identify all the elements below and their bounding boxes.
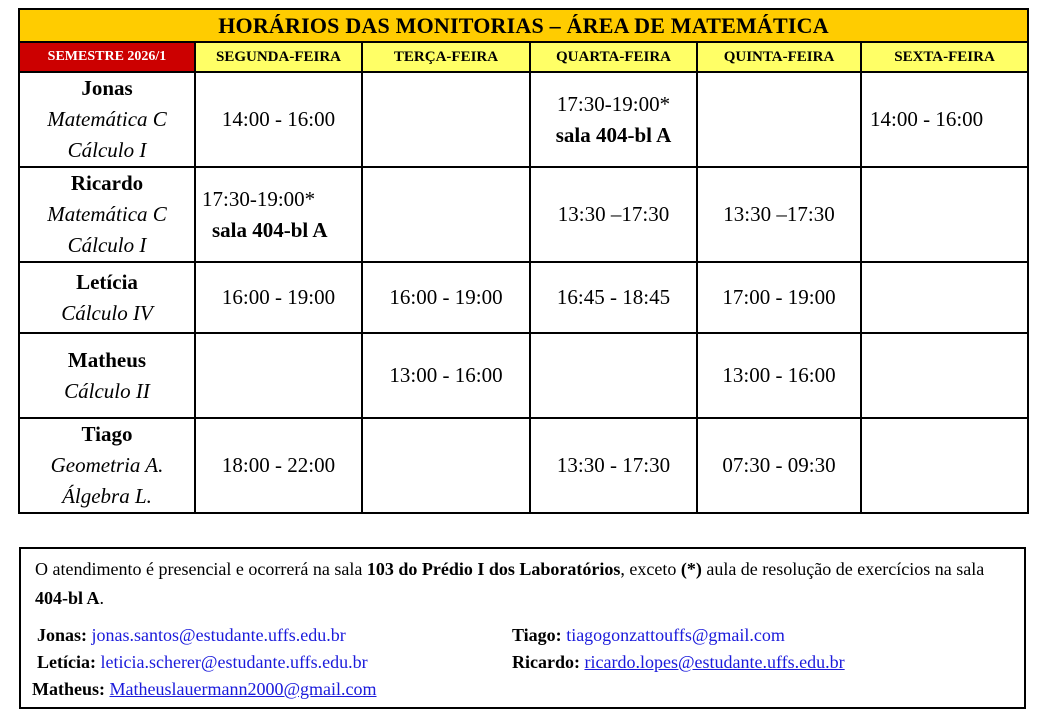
schedule-rows: [19, 72, 1028, 513]
info-text: aula de resolução de exercícios na sala: [701, 559, 985, 579]
schedule-cell: [861, 418, 1028, 513]
table-title: HORÁRIOS DAS MONITORIAS – ÁREA DE MATEMÁTICA: [19, 9, 1028, 42]
contact-label: Jonas:: [37, 625, 88, 645]
info-room-alt: 404-bl A: [35, 588, 100, 608]
monitor-subject: Cálculo II: [64, 378, 150, 403]
info-text: O atendimento é presencial e ocorrerá na sala: [35, 559, 367, 579]
monitor-cell: [19, 262, 195, 333]
contact-label: Letícia:: [37, 652, 96, 672]
slot-time: 13:00 - 16:00: [389, 363, 503, 387]
monitor-name: Matheus: [67, 347, 147, 372]
slot-time: 13:00 - 16:00: [722, 363, 836, 387]
schedule-cell: [362, 333, 530, 418]
slot-time: 17:00 - 19:00: [722, 285, 836, 309]
contact-label: Ricardo:: [512, 652, 580, 672]
day-header: QUINTA-FEIRA: [697, 42, 861, 72]
table-title-row: [19, 9, 1028, 42]
table-row: [19, 167, 1028, 262]
monitor-subject: Geometria A.: [50, 453, 164, 477]
contact-matheus: [32, 676, 377, 703]
slot-time: 14:00 - 16:00: [221, 107, 336, 131]
monitor-subject: Cálculo I: [67, 233, 147, 257]
schedule-cell: [861, 167, 1028, 262]
slot-time: 16:00 - 19:00: [221, 285, 336, 309]
schedule-cell: [530, 167, 697, 262]
slot-time: 13:30 –17:30: [723, 202, 835, 226]
table-row: [19, 72, 1028, 167]
schedule-cell: [195, 167, 362, 262]
slot-time: 13:30 - 17:30: [556, 453, 671, 477]
schedule-cell: [861, 262, 1028, 333]
schedule-cell: [195, 262, 362, 333]
schedule-cell: [195, 333, 362, 418]
contact-ricardo: [512, 649, 845, 676]
monitor-subject: Cálculo IV: [61, 300, 153, 325]
slot-time: 17:30-19:00*: [202, 186, 316, 211]
info-room-main: 103 do Prédio I dos Laboratórios: [366, 559, 621, 579]
slot-time: 16:00 - 19:00: [389, 285, 503, 309]
semester-label: SEMESTRE 2026/1: [19, 42, 195, 72]
slot-time: 14:00 - 16:00: [870, 107, 984, 131]
schedule-cell: [697, 333, 861, 418]
slot-room: sala 404-bl A: [212, 217, 328, 242]
info-text: , exceto: [620, 559, 681, 579]
slot-room: sala 404-bl A: [555, 122, 672, 147]
contact-label: Tiago:: [512, 625, 562, 645]
schedule-cell: [362, 167, 530, 262]
day-header: QUARTA-FEIRA: [530, 42, 697, 72]
contact-jonas: [37, 622, 346, 649]
slot-time: 13:30 –17:30: [557, 202, 670, 226]
contact-email-link[interactable]: Matheuslauermann2000@gmail.com: [109, 679, 377, 699]
schedule-cell: [530, 262, 697, 333]
schedule-table: [18, 8, 1029, 514]
monitor-cell: [19, 167, 195, 262]
table-row: [19, 262, 1028, 333]
info-text: .: [99, 588, 105, 608]
info-paragraph: [35, 555, 1005, 613]
schedule-cell: [530, 72, 697, 167]
day-header-row: [19, 42, 1028, 72]
contact-tiago: [512, 622, 785, 649]
schedule-cell: [697, 167, 861, 262]
schedule-cell: [697, 418, 861, 513]
slot-time: 18:00 - 22:00: [221, 453, 336, 477]
contact-label: Matheus:: [32, 679, 105, 699]
table-row: [19, 418, 1028, 513]
day-header: SEGUNDA-FEIRA: [195, 42, 362, 72]
monitor-cell: [19, 418, 195, 513]
schedule-cell: [861, 72, 1028, 167]
slot-time: 07:30 - 09:30: [722, 453, 836, 477]
schedule-cell: [697, 262, 861, 333]
contact-leticia: [37, 649, 368, 676]
schedule-cell: [530, 418, 697, 513]
day-header: SEXTA-FEIRA: [861, 42, 1028, 72]
info-asterisk: (*): [680, 559, 702, 579]
monitor-cell: [19, 72, 195, 167]
schedule-cell: [195, 72, 362, 167]
schedule-cell: [195, 418, 362, 513]
monitor-subject: Cálculo I: [67, 138, 147, 162]
slot-time: 16:45 - 18:45: [556, 285, 671, 309]
monitor-name: Letícia: [76, 269, 138, 294]
schedule-cell: [362, 262, 530, 333]
monitor-subject: Matemática C: [47, 107, 167, 131]
monitor-subject: Matemática C: [47, 202, 167, 226]
monitor-name: Jonas: [81, 76, 133, 100]
monitor-subject: Álgebra L.: [62, 484, 152, 508]
contact-email-link[interactable]: tiagogonzattouffs@gmail.com: [566, 625, 785, 645]
table-row: [19, 333, 1028, 418]
contact-email-link[interactable]: ricardo.lopes@estudante.uffs.edu.br: [584, 652, 845, 672]
schedule-cell: [530, 333, 697, 418]
schedule-cell: [861, 333, 1028, 418]
contact-email-link[interactable]: jonas.santos@estudante.uffs.edu.br: [91, 625, 346, 645]
slot-time: 17:30-19:00*: [556, 91, 671, 116]
monitor-name: Tiago: [81, 422, 133, 446]
schedule-cell: [362, 72, 530, 167]
schedule-cell: [362, 418, 530, 513]
monitor-name: Ricardo: [70, 171, 144, 195]
monitor-cell: [19, 333, 195, 418]
contact-email-link[interactable]: leticia.scherer@estudante.uffs.edu.br: [100, 652, 368, 672]
info-box: [19, 547, 1026, 709]
schedule-cell: [697, 72, 861, 167]
day-header: TERÇA-FEIRA: [362, 42, 530, 72]
